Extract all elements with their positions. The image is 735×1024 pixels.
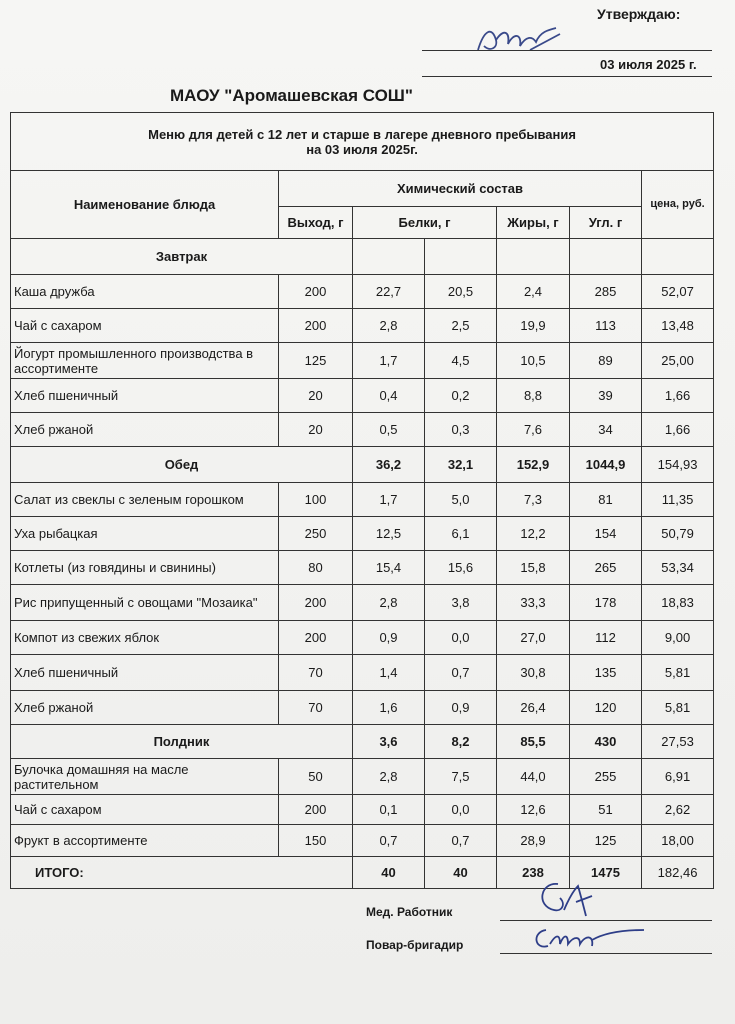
dish-energy: 89: [570, 343, 642, 379]
dish-yield: 200: [279, 275, 353, 309]
section-lunch: Обед: [11, 447, 353, 483]
menu-title: [11, 113, 714, 171]
table-row: [11, 413, 714, 447]
dish-price: 25,00: [642, 343, 714, 379]
dish-name: Рис припущенный с овощами "Мозаика": [11, 585, 279, 621]
dish-carbs: 26,4: [497, 691, 570, 725]
approval-signature-line: [422, 50, 712, 51]
dish-protein: 0,9: [353, 621, 425, 655]
table-row: [11, 309, 714, 343]
dish-yield: 70: [279, 655, 353, 691]
dish-yield: 50: [279, 759, 353, 795]
dish-carbs: 12,6: [497, 795, 570, 825]
total-carbs: 238: [497, 857, 570, 889]
table-row: [11, 621, 714, 655]
dish-name: Чай с сахаром: [11, 309, 279, 343]
dish-energy: 125: [570, 825, 642, 857]
dish-fat: 0,7: [425, 825, 497, 857]
header-price: цена, руб.: [642, 171, 714, 239]
dish-carbs: 7,3: [497, 483, 570, 517]
dish-price: 18,00: [642, 825, 714, 857]
dish-price: 5,81: [642, 655, 714, 691]
table-row: [11, 551, 714, 585]
dish-fat: 7,5: [425, 759, 497, 795]
dish-carbs: 8,8: [497, 379, 570, 413]
table-row: [11, 655, 714, 691]
dish-yield: 20: [279, 413, 353, 447]
lunch-protein: 36,2: [353, 447, 425, 483]
dish-price: 5,81: [642, 691, 714, 725]
dish-fat: 6,1: [425, 517, 497, 551]
dish-protein: 1,6: [353, 691, 425, 725]
dish-fat: 0,0: [425, 621, 497, 655]
dish-fat: 0,0: [425, 795, 497, 825]
dish-name: Хлеб пшеничный: [11, 655, 279, 691]
header-carbs: Угл. г: [570, 207, 642, 239]
dish-protein: 15,4: [353, 551, 425, 585]
dish-price: 50,79: [642, 517, 714, 551]
dish-name: Чай с сахаром: [11, 795, 279, 825]
dish-price: 11,35: [642, 483, 714, 517]
dish-protein: 1,4: [353, 655, 425, 691]
dish-protein: 12,5: [353, 517, 425, 551]
table-row: [11, 379, 714, 413]
section-breakfast: Завтрак: [11, 239, 353, 275]
dish-protein: 2,8: [353, 309, 425, 343]
header-chem: Химический состав: [279, 171, 642, 207]
dish-energy: 39: [570, 379, 642, 413]
dish-protein: 0,4: [353, 379, 425, 413]
dish-name: Уха рыбацкая: [11, 517, 279, 551]
dish-fat: 15,6: [425, 551, 497, 585]
dish-carbs: 2,4: [497, 275, 570, 309]
lunch-carbs: 152,9: [497, 447, 570, 483]
header-protein: Белки, г: [353, 207, 497, 239]
total-energy: 1475: [570, 857, 642, 889]
dish-carbs: 30,8: [497, 655, 570, 691]
dish-energy: 255: [570, 759, 642, 795]
approval-label: Утверждаю:: [597, 6, 681, 22]
dish-price: 52,07: [642, 275, 714, 309]
dish-fat: 0,3: [425, 413, 497, 447]
dish-protein: 1,7: [353, 483, 425, 517]
total-fat: 40: [425, 857, 497, 889]
dish-energy: 265: [570, 551, 642, 585]
approval-date-line: [422, 76, 712, 77]
dish-protein: 0,5: [353, 413, 425, 447]
lunch-price: 154,93: [642, 447, 714, 483]
dish-energy: 135: [570, 655, 642, 691]
dish-name: Йогурт промышленного производства в ассортименте: [11, 343, 279, 379]
dish-fat: 20,5: [425, 275, 497, 309]
dish-yield: 125: [279, 343, 353, 379]
dish-fat: 0,7: [425, 655, 497, 691]
dish-fat: 5,0: [425, 483, 497, 517]
dish-energy: 51: [570, 795, 642, 825]
dish-protein: 2,8: [353, 759, 425, 795]
section-snack: Полдник: [11, 725, 353, 759]
table-row: [11, 691, 714, 725]
header-yield: Выход, г: [279, 207, 353, 239]
total-protein: 40: [353, 857, 425, 889]
snack-carbs: 85,5: [497, 725, 570, 759]
table-row: [11, 517, 714, 551]
dish-carbs: 7,6: [497, 413, 570, 447]
cook-signature-line: [500, 953, 712, 954]
dish-energy: 120: [570, 691, 642, 725]
dish-protein: 0,1: [353, 795, 425, 825]
dish-energy: 285: [570, 275, 642, 309]
dish-name: Котлеты (из говядины и свинины): [11, 551, 279, 585]
cook-signature: [526, 920, 656, 956]
dish-fat: 3,8: [425, 585, 497, 621]
dish-name: Фрукт в ассортименте: [11, 825, 279, 857]
dish-energy: 81: [570, 483, 642, 517]
dish-price: 2,62: [642, 795, 714, 825]
dish-yield: 150: [279, 825, 353, 857]
dish-yield: 20: [279, 379, 353, 413]
dish-fat: 0,2: [425, 379, 497, 413]
total-price: 182,46: [642, 857, 714, 889]
dish-name: Хлеб ржаной: [11, 413, 279, 447]
table-row: [11, 483, 714, 517]
dish-fat: 0,9: [425, 691, 497, 725]
dish-protein: 0,7: [353, 825, 425, 857]
dish-name: Булочка домашняя на масле растительном: [11, 759, 279, 795]
dish-fat: 4,5: [425, 343, 497, 379]
dish-yield: 200: [279, 795, 353, 825]
dish-name: Салат из свеклы с зеленым горошком: [11, 483, 279, 517]
menu-title-line2: на 03 июля 2025г.: [306, 141, 418, 157]
table-row: [11, 275, 714, 309]
dish-carbs: 10,5: [497, 343, 570, 379]
dish-protein: 2,8: [353, 585, 425, 621]
dish-price: 18,83: [642, 585, 714, 621]
dish-price: 1,66: [642, 379, 714, 413]
dish-yield: 200: [279, 585, 353, 621]
header-dish: Наименование блюда: [11, 171, 279, 239]
dish-carbs: 33,3: [497, 585, 570, 621]
dish-name: Каша дружба: [11, 275, 279, 309]
dish-yield: 250: [279, 517, 353, 551]
snack-price: 27,53: [642, 725, 714, 759]
dish-yield: 100: [279, 483, 353, 517]
table-row: [11, 759, 714, 795]
table-row: [11, 825, 714, 857]
dish-yield: 80: [279, 551, 353, 585]
medic-label: Мед. Работник: [366, 905, 453, 919]
dish-energy: 178: [570, 585, 642, 621]
snack-protein: 3,6: [353, 725, 425, 759]
dish-energy: 154: [570, 517, 642, 551]
dish-name: Хлеб ржаной: [11, 691, 279, 725]
dish-price: 13,48: [642, 309, 714, 343]
cook-label: Повар-бригадир: [366, 938, 464, 952]
dish-energy: 112: [570, 621, 642, 655]
snack-fat: 8,2: [425, 725, 497, 759]
dish-energy: 113: [570, 309, 642, 343]
dish-carbs: 27,0: [497, 621, 570, 655]
snack-energy: 430: [570, 725, 642, 759]
dish-price: 6,91: [642, 759, 714, 795]
table-row: [11, 343, 714, 379]
dish-price: 9,00: [642, 621, 714, 655]
table-row: [11, 585, 714, 621]
dish-carbs: 44,0: [497, 759, 570, 795]
menu-table: [10, 112, 714, 889]
dish-protein: 1,7: [353, 343, 425, 379]
lunch-energy: 1044,9: [570, 447, 642, 483]
dish-protein: 22,7: [353, 275, 425, 309]
total-label: ИТОГО:: [11, 857, 353, 889]
menu-title-line1: Меню для детей с 12 лет и старше в лагере дневного пребывания: [148, 126, 576, 142]
dish-carbs: 15,8: [497, 551, 570, 585]
dish-price: 1,66: [642, 413, 714, 447]
lunch-fat: 32,1: [425, 447, 497, 483]
dish-carbs: 12,2: [497, 517, 570, 551]
table-row: [11, 795, 714, 825]
dish-carbs: 19,9: [497, 309, 570, 343]
medic-signature: [530, 876, 610, 922]
dish-fat: 2,5: [425, 309, 497, 343]
dish-carbs: 28,9: [497, 825, 570, 857]
school-name: МАОУ "Аромашевская СОШ": [170, 86, 413, 105]
approval-date: 03 июля 2025 г.: [600, 57, 697, 72]
header-fat: Жиры, г: [497, 207, 570, 239]
dish-yield: 70: [279, 691, 353, 725]
dish-yield: 200: [279, 621, 353, 655]
dish-energy: 34: [570, 413, 642, 447]
dish-yield: 200: [279, 309, 353, 343]
dish-name: Компот из свежих яблок: [11, 621, 279, 655]
dish-name: Хлеб пшеничный: [11, 379, 279, 413]
dish-price: 53,34: [642, 551, 714, 585]
